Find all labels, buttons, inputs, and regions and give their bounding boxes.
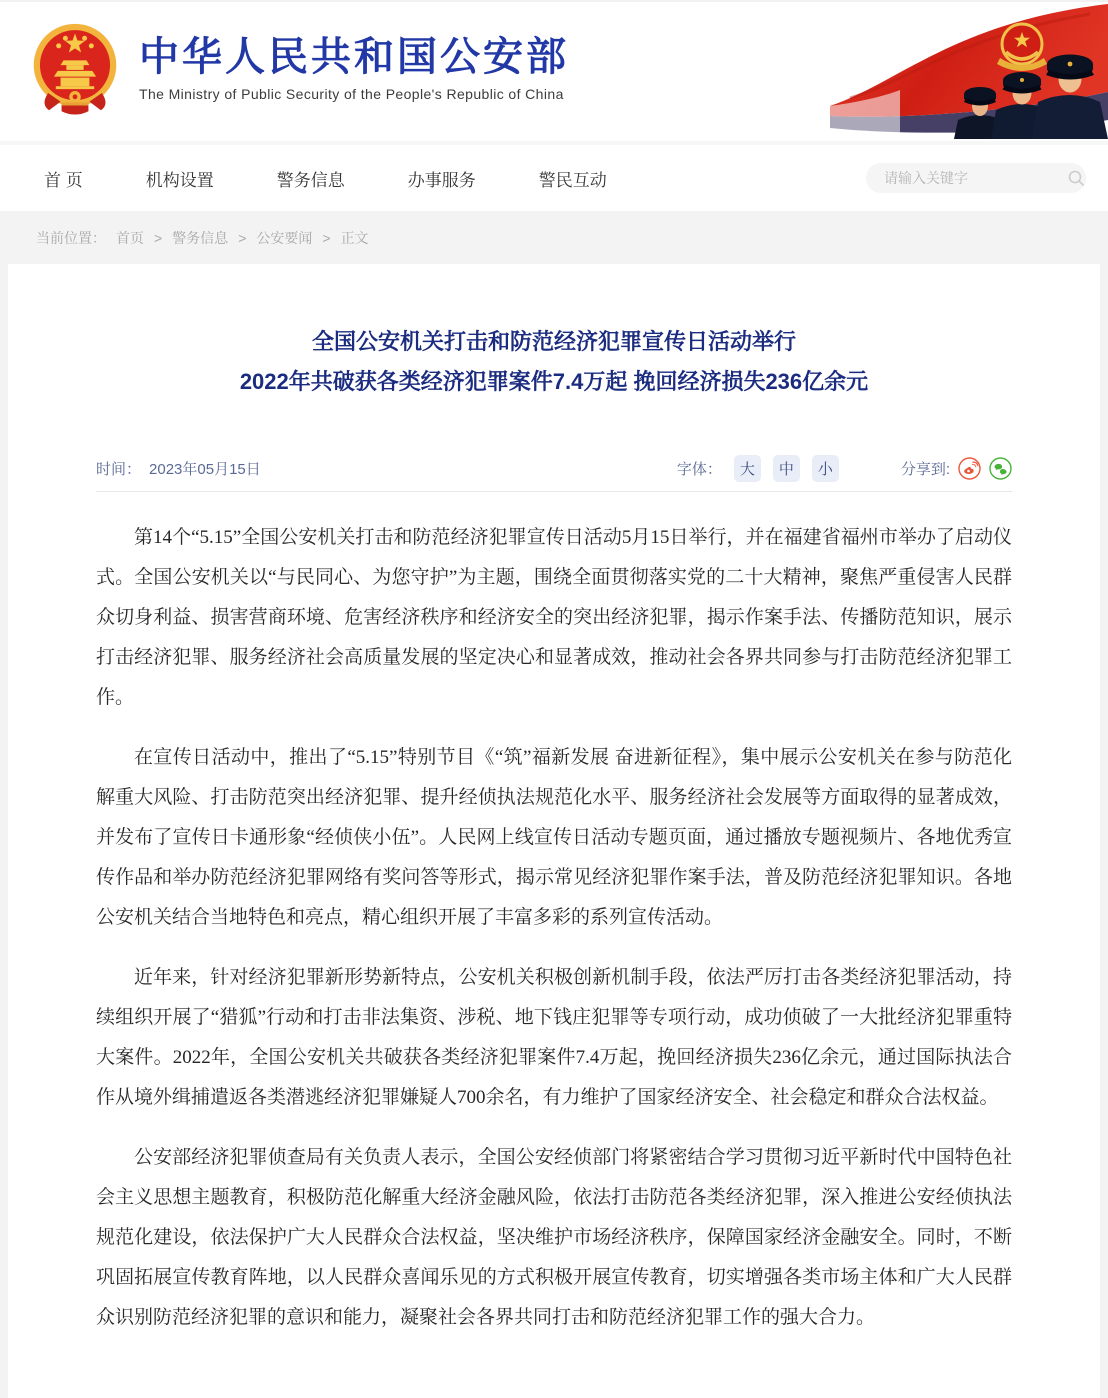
breadcrumb: [0, 211, 1108, 264]
share-label: 分享到:: [900, 461, 950, 478]
national-emblem-icon: [27, 20, 123, 116]
nav-item-interaction[interactable]: 警民互动: [538, 170, 607, 190]
meta-right-cluster: [677, 455, 1012, 482]
article-paragraph: 第14个“5.15”全国公安机关打击和防范经济犯罪宣传日活动5月15日举行，并在福建省福州市举办了启动仪式。全国公安机关以“与民同心、为您守护”为主题，围绕全面贯彻落实党的二十大精神，聚焦严重侵害人民群众切身利益、损害营商环境、危害经济秩序和经济安全的突出经济犯罪，揭示作案手法、传播防范知识，展示打击经济犯罪、服务经济社会高质量发展的坚定决心和显著成效，推动社会各界共同参与打击防范经济犯罪工作。: [96, 527, 1012, 708]
font-size-label: 字体：: [676, 461, 722, 478]
police-banner-image: [830, 2, 1108, 139]
search-box[interactable]: [866, 163, 1086, 193]
search-icon[interactable]: [1067, 169, 1085, 187]
article-paragraph: 公安部经济犯罪侦查局有关负责人表示，全国公安经侦部门将紧密结合学习贯彻习近平新时代中国特色社会主义思想主题教育，积极防范化解重大经济金融风险，依法打击防范各类经济犯罪，深入推进公安经侦执法规范化建设，依法保护广大人民群众合法权益，坚决维护市场经济秩序，保障国家经济金融安全。同时，不断巩固拓展宣传教育阵地，以人民群众喜闻乐见的方式积极开展宣传教育，切实增强各类市场主体和广大人民群众识别防范经济犯罪的意识和能力，凝聚社会各界共同打击和防范经济犯罪工作的强大合力。: [96, 1147, 1012, 1328]
article-panel: [8, 264, 1100, 1398]
article-paragraph: 在宣传日活动中，推出了“5.15”特别节目《“筑”福新发展 奋进新征程》，集中展示公安机关在参与防范化解重大风险、打击防范突出经济犯罪、提升经侦执法规范化水平、服务经济社会发展等方面取得的显著成效，并发布了宣传日卡通形象“经侦侠小伍”。人民网上线宣传日活动专题页面，通过播放专题视频片、各地优秀宣传作品和举办防范经济犯罪网络有奖问答等形式，揭示常见经济犯罪作案手法，普及防范经济犯罪知识。各地公安机关结合当地特色和亮点，精心组织开展了丰富多彩的系列宣传活动。: [96, 747, 1012, 928]
breadcrumb-separator: >: [154, 229, 163, 246]
nav-item-police-info[interactable]: 警务信息: [276, 170, 345, 190]
font-size-small-button[interactable]: 小: [812, 455, 839, 482]
wechat-share-icon[interactable]: [989, 457, 1012, 480]
article-paragraph: 近年来，针对经济犯罪新形势新特点，公安机关积极创新机制手段，依法严厉打击各类经济犯罪活动，持续组织开展了“猎狐”行动和打击非法集资、涉税、地下钱庄犯罪等专项行动，成功侦破了一大批经济犯罪重特大案件。2022年，全国公安机关共破获各类经济犯罪案件7.4万起，挽回经济损失236亿余元，通过国际执法合作从境外缉捕遣返各类潜逃经济犯罪嫌疑人700余名，有力维护了国家经济安全、社会稳定和群众合法权益。: [96, 967, 1012, 1108]
article-meta-row: [96, 446, 1012, 492]
nav-item-org[interactable]: 机构设置: [145, 170, 214, 190]
breadcrumb-separator: >: [238, 229, 247, 246]
article-body: [96, 492, 1012, 1338]
site-title: 中华人民共和国公安部: [139, 34, 569, 79]
breadcrumb-separator: >: [322, 229, 331, 246]
site-header: [0, 0, 1108, 145]
font-size-medium-button[interactable]: 中: [773, 455, 800, 482]
breadcrumb-label: 当前位置：: [36, 229, 106, 246]
breadcrumb-item-news[interactable]: 公安要闻: [256, 229, 313, 246]
site-subtitle: The Ministry of Public Security of the People's Republic of China: [139, 85, 564, 102]
share-controls: [901, 457, 1012, 480]
article-title: [96, 264, 1012, 402]
article-title-line2: 2022年共破获各类经济犯罪案件7.4万起 挽回经济损失236亿余元: [239, 369, 869, 394]
publish-time: [96, 458, 261, 479]
breadcrumb-item-home[interactable]: 首页: [116, 229, 144, 246]
font-size-large-button[interactable]: 大: [734, 455, 761, 482]
main-nav: [0, 145, 1108, 211]
time-value: 2023年05月15日: [149, 461, 261, 478]
nav-item-services[interactable]: 办事服务: [407, 170, 476, 190]
site-titles: [139, 35, 569, 102]
font-size-controls: [677, 455, 839, 482]
nav-item-home[interactable]: 首 页: [44, 170, 83, 190]
breadcrumb-item-current: 正文: [340, 229, 369, 246]
search-input[interactable]: [882, 169, 1067, 187]
time-label: 时间：: [96, 461, 142, 478]
article-title-line1: 全国公安机关打击和防范经济犯罪宣传日活动举行: [311, 329, 796, 354]
breadcrumb-item-police-info[interactable]: 警务信息: [172, 229, 229, 246]
weibo-share-icon[interactable]: [958, 457, 981, 480]
